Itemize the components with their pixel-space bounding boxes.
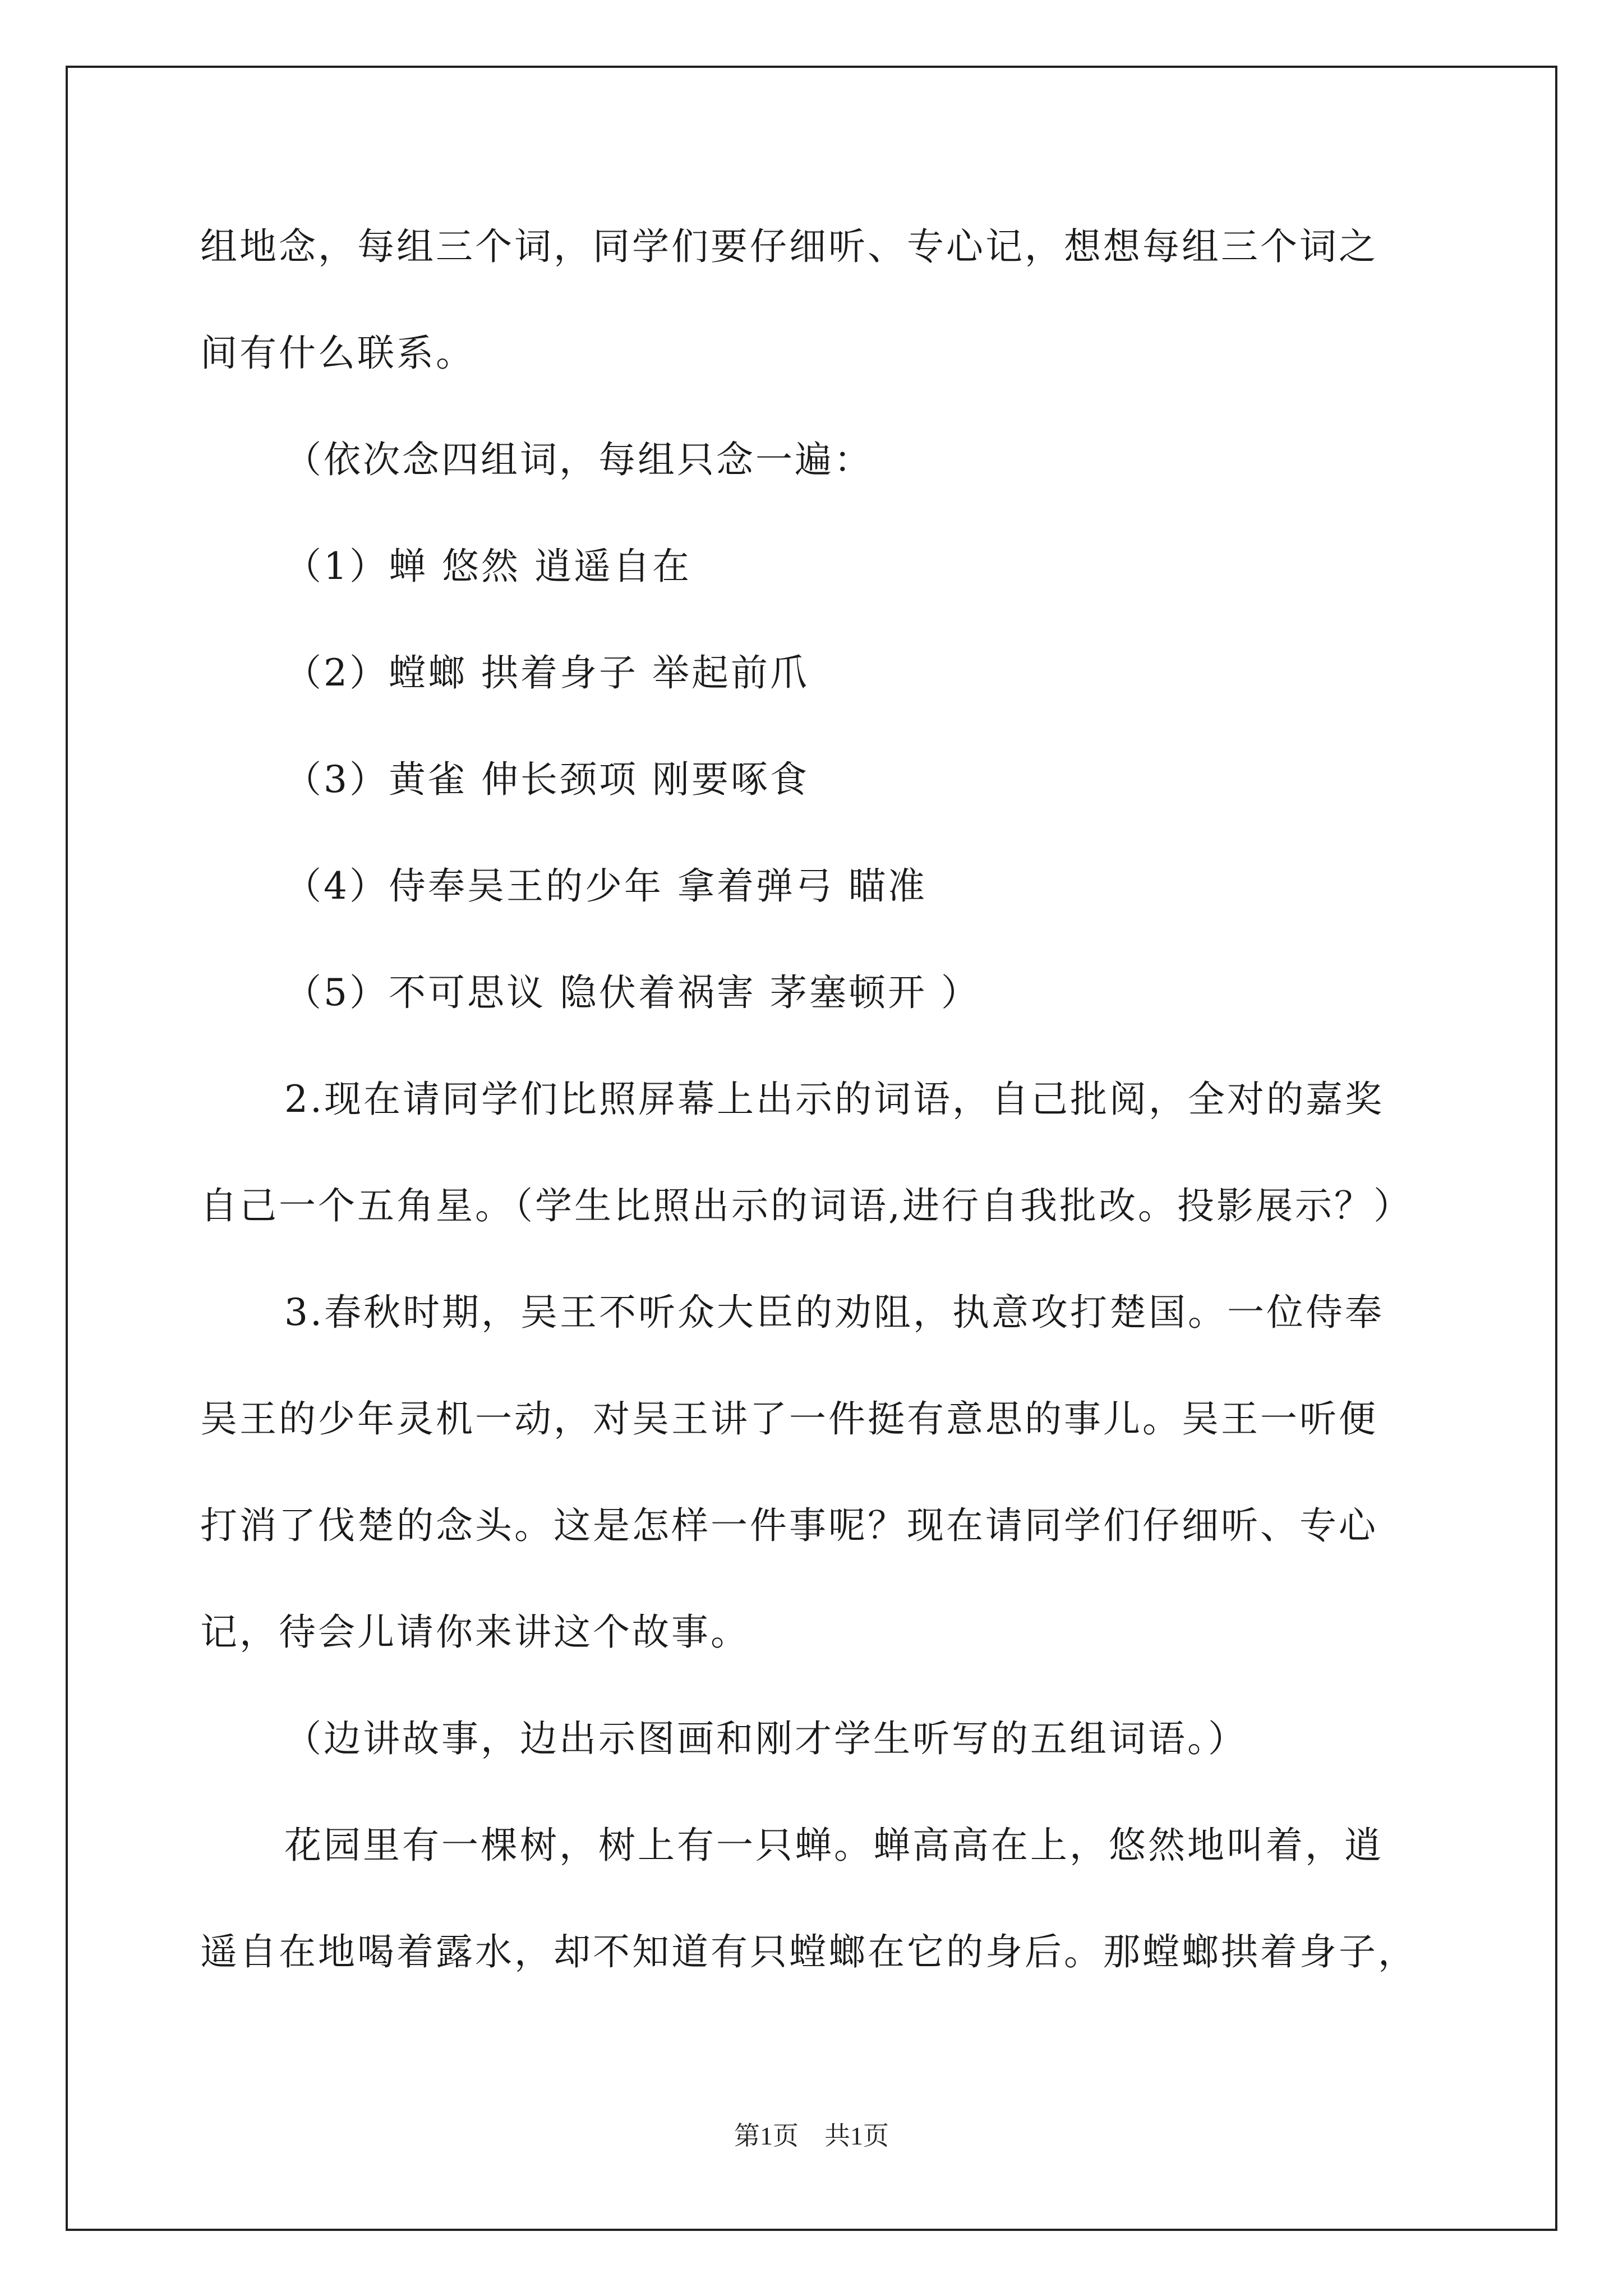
list-item: （1）蝉 悠然 逍遥自在 (284, 545, 691, 588)
text-line: 打消了伐楚的念头。这是怎样一件事呢？现在请同学们仔细听、专心 (200, 1504, 1378, 1547)
list-item: （3）黄雀 伸长颈项 刚要啄食 (284, 758, 809, 801)
text-line: 组地念，每组三个词，同学们要仔细听、专心记，想想每组三个词之 (200, 225, 1378, 268)
text-line: 花园里有一棵树，树上有一只蝉。蝉高高在上，悠然地叫着，逍 (284, 1824, 1384, 1867)
text-line: 间有什么联系。 (200, 332, 475, 375)
list-item: （2）螳螂 拱着身子 举起前爪 (284, 651, 809, 694)
text-line: 遥自在地喝着露水，却不知道有只螳螂在它的身后。那螳螂拱着身子， (200, 1930, 1417, 1973)
text-line: （依次念四组词，每组只念一遍： (284, 438, 873, 481)
text-line: 自己一个五角星。（学生比照出示的词语,进行自我批改。投影展示？） (200, 1184, 1413, 1227)
text-line: 吴王的少年灵机一动，对吴王讲了一件挺有意思的事儿。吴王一听便 (200, 1397, 1378, 1441)
page-number: 第1页 共1页 (734, 2122, 889, 2150)
text-line: 记，待会儿请你来讲这个故事。 (200, 1611, 750, 1654)
page-border (66, 66, 1557, 2231)
text-line: 2.现在请同学们比照屏幕上出示的词语，自己批阅，全对的嘉奖 (284, 1078, 1384, 1121)
list-item: （4）侍奉吴王的少年 拿着弹弓 瞄准 (284, 864, 927, 908)
text-line: （边讲故事，边出示图画和刚才学生听写的五组词语。） (284, 1717, 1247, 1760)
text-line: 3.春秋时期，吴王不听众大臣的劝阻，执意攻打楚国。一位侍奉 (284, 1291, 1384, 1334)
list-item: （5）不可思议 隐伏着祸害 茅塞顿开 ） (284, 971, 980, 1014)
